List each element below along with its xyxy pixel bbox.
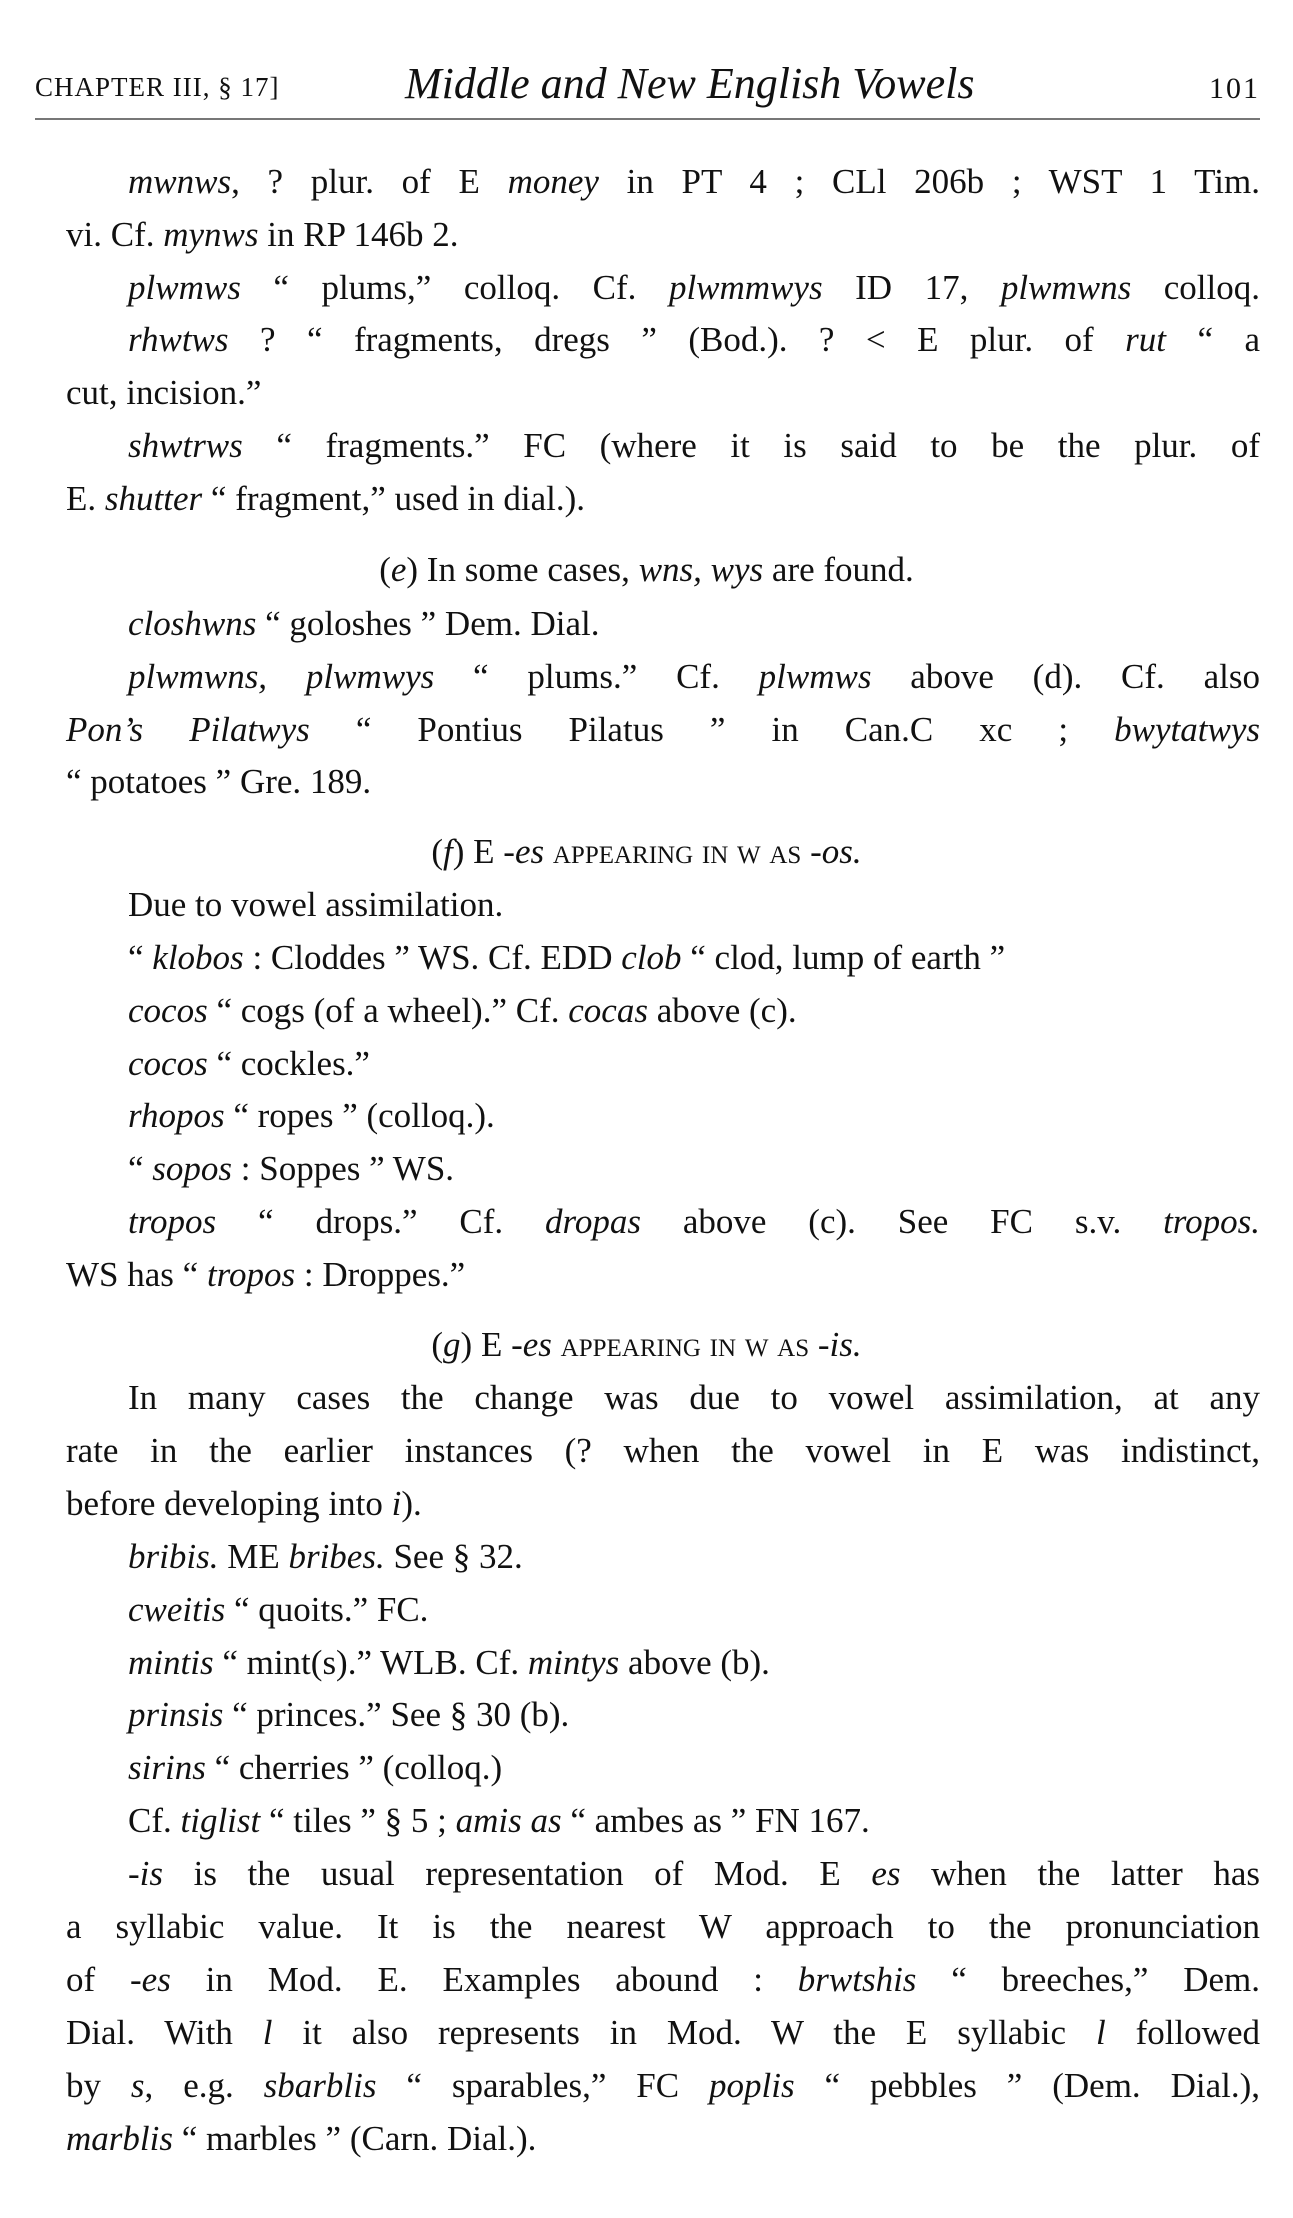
text-line: tropos “ drops.” Cf. dropas above (c). See FC s.v. tropos. xyxy=(128,1202,1260,1241)
text-line: mintis “ mint(s).” WLB. Cf. mintys above (b). xyxy=(128,1643,770,1682)
text-line: Due to vowel assimilation. xyxy=(128,885,504,924)
text-line: “ potatoes ” Gre. 189. xyxy=(66,762,372,801)
text-line: (g) E -es appearing in w as -is. xyxy=(431,1325,862,1364)
chapter-reference: CHAPTER III, § 17] xyxy=(35,72,280,102)
running-title: Middle and New English Vowels xyxy=(405,59,975,108)
text-line: by s, e.g. sbarblis “ sparables,” FC poplis “ pebbles ” (Dem. Dial.), xyxy=(66,2066,1260,2105)
text-line: “ klobos : Cloddes ” WS. Cf. EDD clob “ clod, lump of earth ” xyxy=(128,938,1006,977)
text-line: before developing into i). xyxy=(66,1484,422,1523)
text-line: prinsis “ princes.” See § 30 (b). xyxy=(128,1695,570,1734)
text-line: rhwtws ? “ fragments, dregs ” (Bod.). ? < E plur. of rut “ a xyxy=(128,320,1260,359)
text-line: Dial. With l it also represents in Mod. W the E syllabic l followed xyxy=(66,2013,1260,2052)
text-line: cut, incision.” xyxy=(66,373,262,412)
text-line: -is is the usual representation of Mod. E es when the latter has xyxy=(128,1854,1260,1893)
text-line: Cf. tiglist “ tiles ” § 5 ; amis as “ ambes as ” FN 167. xyxy=(128,1801,870,1840)
text-line: cweitis “ quoits.” FC. xyxy=(128,1590,429,1629)
text-line: cocos “ cogs (of a wheel).” Cf. cocas above (c). xyxy=(128,991,797,1030)
text-line: of -es in Mod. E. Examples abound : brwtshis “ breeches,” Dem. xyxy=(66,1960,1260,1999)
text-line: Pon’s Pilatwys “ Pontius Pilatus ” in Can.C xc ; bwytatwys xyxy=(66,710,1260,749)
text-line: mwnws, ? plur. of E money in PT 4 ; CLl 206b ; WST 1 Tim. xyxy=(128,162,1260,201)
text-line: WS has “ tropos : Droppes.” xyxy=(66,1255,466,1294)
text-line: shwtrws “ fragments.” FC (where it is said to be the plur. of xyxy=(128,426,1260,465)
text-line: vi. Cf. mynws in RP 146b 2. xyxy=(66,215,459,254)
text-line: (f) E -es appearing in w as -os. xyxy=(431,832,862,871)
text-line: plwmws “ plums,” colloq. Cf. plwmmwys ID 17, plwmwns colloq. xyxy=(128,268,1261,307)
text-line: sirins “ cherries ” (colloq.) xyxy=(128,1748,503,1787)
text-line: plwmwns, plwmwys “ plums.” Cf. plwmws above (d). Cf. also xyxy=(128,657,1261,696)
text-line: a syllabic value. It is the nearest W approach to the pronunciation xyxy=(66,1907,1260,1946)
text-line: marblis “ marbles ” (Carn. Dial.). xyxy=(66,2119,537,2158)
page-number: 101 xyxy=(1209,72,1260,105)
text-line: (e) In some cases, wns, wys are found. xyxy=(379,550,914,589)
text-line: rate in the earlier instances (? when the vowel in E was indistinct, xyxy=(66,1431,1260,1470)
text-line: E. shutter “ fragment,” used in dial.). xyxy=(66,479,586,518)
text-line: “ sopos : Soppes ” WS. xyxy=(128,1149,455,1188)
running-header xyxy=(35,58,1260,120)
text-line: bribis. ME bribes. See § 32. xyxy=(128,1537,523,1576)
text-line: In many cases the change was due to vowel assimilation, at any xyxy=(128,1378,1260,1417)
text-line: cocos “ cockles.” xyxy=(128,1044,370,1083)
text-line: closhwns “ goloshes ” Dem. Dial. xyxy=(128,604,600,643)
text-line: rhopos “ ropes ” (colloq.). xyxy=(128,1096,495,1135)
